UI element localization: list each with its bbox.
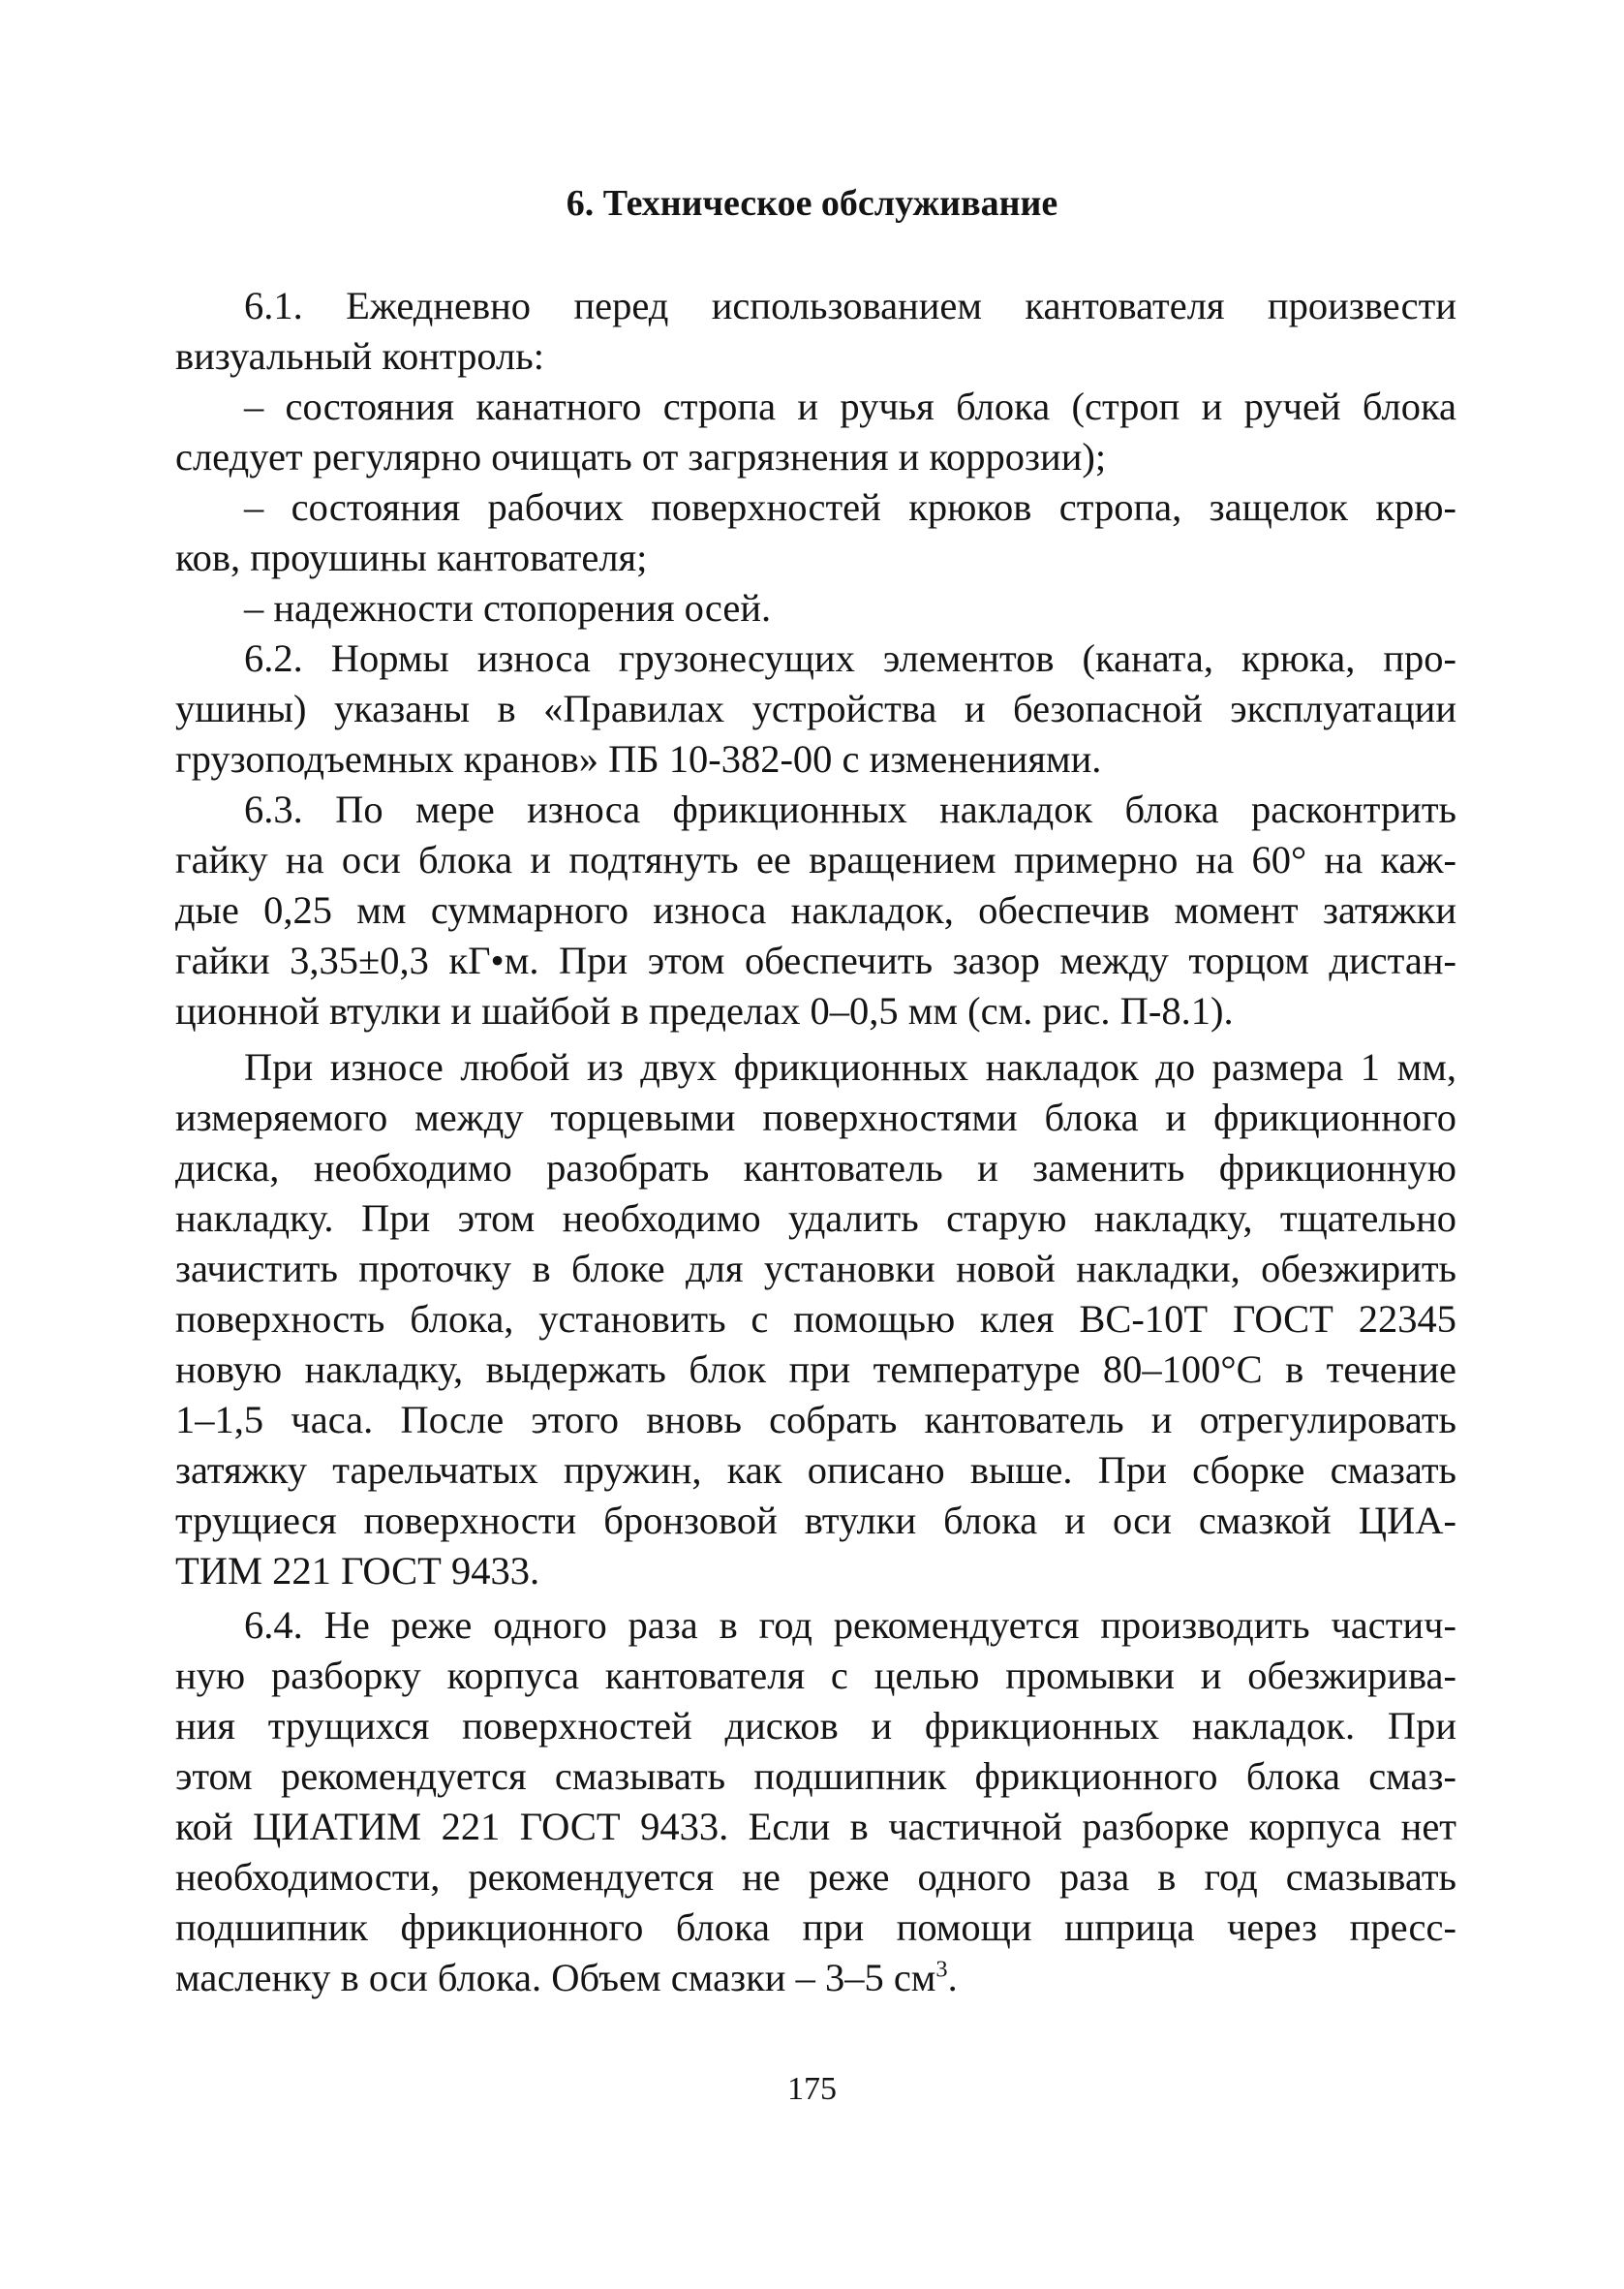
text-line: гайки 3,35±0,3 кГ•м. При этом обеспечить зазор между торцом дистан- <box>175 939 1456 982</box>
page-number: 175 <box>787 2071 837 2107</box>
text-line: – состояния канатного стропа и ручья блока (строп и ручей блока <box>244 385 1456 428</box>
text-line: ков, проушины кантователя; <box>175 536 648 579</box>
text-line: 6.3. По мере износа фрикционных накладок блока расконтрить <box>244 788 1456 831</box>
text-line: поверхность блока, установить с помощью клея ВС-10Т ГОСТ 22345 <box>175 1297 1456 1341</box>
text-line: накладку. При этом необходимо удалить старую накладку, тщательно <box>175 1196 1456 1240</box>
text-line: этом рекомендуется смазывать подшипник фрикционного блока смаз- <box>175 1754 1456 1798</box>
text-line: зачистить проточку в блоке для установки новой накладки, обезжирить <box>175 1247 1456 1290</box>
text-line: гайку на оси блока и подтянуть ее вращением примерно на 60° на каж- <box>175 838 1456 882</box>
text-line: подшипник фрикционного блока при помощи шприца через пресс- <box>175 1905 1456 1949</box>
section-heading: 6. Техническое обслуживание <box>566 183 1058 224</box>
text-line: ушины) указаны в «Правилах устройства и безопасной эксплуатации <box>175 687 1456 730</box>
final-period: . <box>947 1956 958 1999</box>
text-line: грузоподъемных кранов» ПБ 10-382-00 с изменениями. <box>175 737 1102 781</box>
text-line: кой ЦИАТИМ 221 ГОСТ 9433. Если в частичной разборке корпуса нет <box>175 1805 1456 1848</box>
text-line: ТИМ 221 ГОСТ 9433. <box>175 1549 540 1593</box>
text-line: ния трущихся поверхностей дисков и фрикционных накладок. При <box>175 1704 1456 1748</box>
text-line: необходимости, рекомендуется не реже одного раза в год смазывать <box>175 1855 1456 1899</box>
final-line-text: масленку в оси блока. Объем смазки – 3–5 см <box>175 1956 936 1999</box>
superscript-cube: 3 <box>935 1956 948 1983</box>
text-line: – состояния рабочих поверхностей крюков стропа, защелок крю- <box>244 485 1456 529</box>
text-line: ную разборку корпуса кантователя с целью промывки и обезжирива- <box>175 1654 1456 1697</box>
text-line: затяжку тарельчатых пружин, как описано выше. При сборке смазать <box>175 1448 1456 1492</box>
text-line: 6.2. Нормы износа грузонесущих элементов (каната, крюка, про- <box>244 636 1456 680</box>
text-line: 6.4. Не реже одного раза в год рекомендуется производить частич- <box>244 1603 1456 1647</box>
text-line: следует регулярно очищать от загрязнения и коррозии); <box>175 435 1107 479</box>
text-line-final <box>175 1953 1456 2003</box>
text-line: При износе любой из двух фрикционных накладок до размера 1 мм, <box>244 1045 1456 1089</box>
text-line: – надежности стопорения осей. <box>244 586 772 630</box>
text-line: 6.1. Ежедневно перед использованием кантователя произвести <box>244 284 1456 327</box>
text-line: визуальный контроль: <box>175 334 544 378</box>
text-line: дые 0,25 мм суммарного износа накладок, обеспечив момент затяжки <box>175 888 1456 932</box>
text-line: диска, необходимо разобрать кантователь и заменить фрикционную <box>175 1146 1456 1190</box>
text-line: измеряемого между торцевыми поверхностями блока и фрикционного <box>175 1096 1456 1139</box>
text-line: 1–1,5 часа. После этого вновь собрать кантователь и отрегулировать <box>175 1398 1456 1441</box>
text-line: трущиеся поверхности бронзовой втулки блока и оси смазкой ЦИА- <box>175 1499 1456 1542</box>
text-line: ционной втулки и шайбой в пределах 0–0,5 мм (см. рис. П-8.1). <box>175 989 1234 1033</box>
text-line: новую накладку, выдержать блок при температуре 80–100°С в течение <box>175 1347 1456 1391</box>
